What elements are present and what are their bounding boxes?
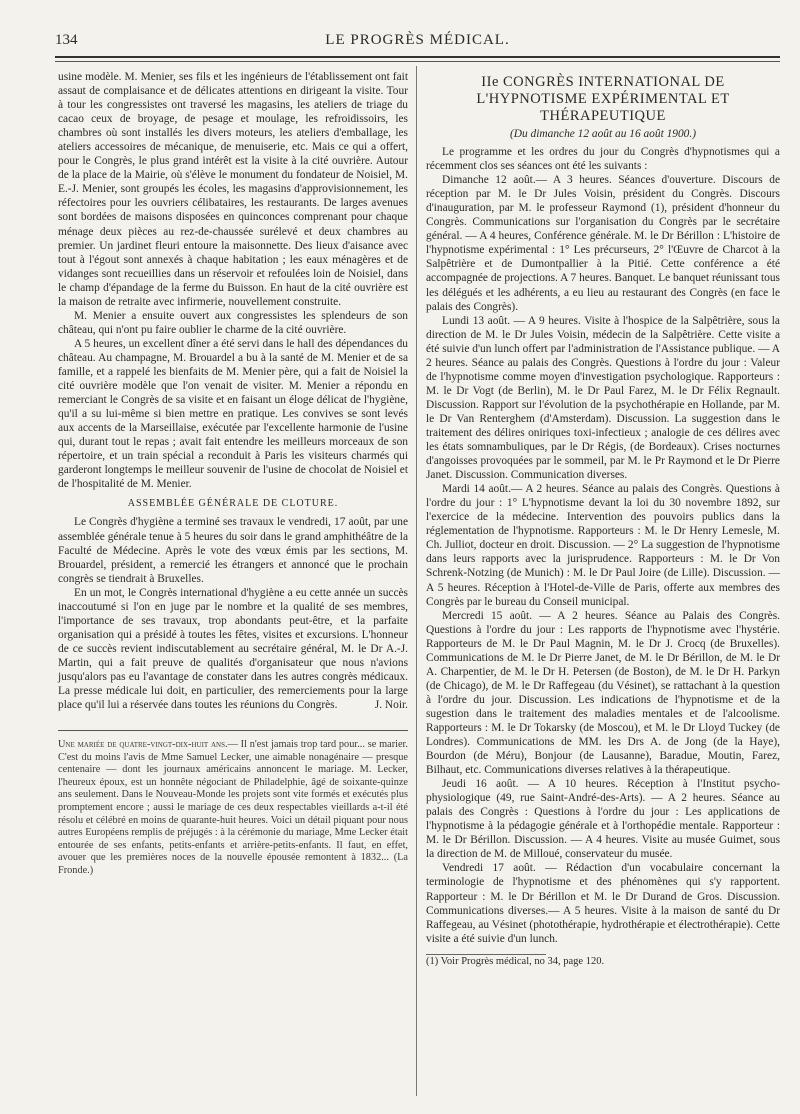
news-item [58, 730, 408, 878]
paragraph-tuesday: Mardi 14 août.— A 2 heures. Séance au palais des Congrès. Questions à l'ordre du jour : 1° L'hypnotisme devant la loi du 30 novembre 1892, sur l'exercice de la médecine. Intervention des pouvoirs publics dans la réglementation de l'hypnotisme. Rapporteurs : M. le Dr Henry Lemesle, M. Ch. Julliot, docteur en droit. Discussion. — 2° La suggestion de l'hypnotisme dans leurs rapports avec la jurisprudence. Rapporteurs : M. le Dr Von Schrenk-Notzing (de Munich) : M. le Dr Paul Joire (de Lille). Discussion. — A 5 heures. Réception à l'Hotel-de-Ville de Paris, offerte aux membres des Congrès par le bureau du Conseil municipal. [426, 483, 780, 608]
section-title-closing-assembly: ASSEMBLÉE GÉNÉRALE DE CLOTURE. [127, 498, 339, 510]
paragraph-monday: Lundi 13 août. — A 9 heures. Visite à l'hospice de la Salpêtrière, sous la direction de M. le Dr Jules Voisin, médecin de la Salpêtrière. Cette visite a été suivie d'un lunch offert par l'administration de l'Assistance publique. — A 2 heures. Séance au palais des Congrès. Questions à l'ordre du jour : Valeur de l'hypnotisme comme moyen d'investigation psychologique. Rapporteurs : M. le Dr Vogt (de Berlin), M. le Dr Paul Farez, M. le Dr Félix Regnault. Discussion. Rapport sur l'évolution de la psychothérapie en Hollande, par M. le Dr Van Renterghem (d'Amsterdam). Discussion. La suggestion dans le traitement des délires oniriques toxi-infectieux ; analogie de ces délires avec les états somnambuliques, par le Dr Régis, (de Bordeaux). Crises nocturnes d'angoisses provoquées par le sommeil, par M. le Pr Raymond et le Dr Pierre Janet. Discussion. Communication diverses. [426, 314, 780, 482]
left-column [58, 70, 408, 878]
news-item-heading: Une mariée de quatre-vingt-dix-huit ans. [58, 739, 228, 751]
paragraph-success: En un mot, le Congrès international d'hygiène a eu cette année un succès inaccoutumé si l'on en juge par le nombre et la qualité de ses membres, l'importance de ses travaux, trop abondants peut-être, et la parfaite organisation qui a présidé à toutes les fêtes, visites et excursions. L'honneur de ce succès revient indiscutablement au secrétaire général, M. le Dr A.-J. Martin, qui a fait preuve de qualités d'organisateur que nous n'avions jusqu'alors pas eu l'avantage de constater dans les autres congrès médicaux. La presse médicale lui doit, en particulier, des remerciements pour la large place qu'il lui a réservée dans toutes les réunions du Congrès. J. Noir. [58, 586, 408, 712]
paragraph-thursday: Jeudi 16 août. — A 10 heures. Réception à l'Institut psycho-physiologique (49, rue Saint-André-des-Arts). — A 2 heures. Séance au palais des Congrès : Questions à l'ordre du jour : Les applications de l'hypnotisme à la pédagogie générale et à l'orthopédie mentale. Rapporteur : M. le Dr Bérillon. Discussion. — A 4 heures. Visite au musée Guimet, sous la direction de M. de Milloué, conservateur du musée. [426, 778, 780, 861]
header-rule-thin [55, 61, 780, 62]
paragraph-sunday: Dimanche 12 août.— A 3 heures. Séances d'ouverture. Discours de réception par M. le Dr Jules Voisin, président du Congrès. Discours d'inauguration, par M. le professeur Raymond (1), président d'honneur du Congrès. Communications sur l'organisation du Congrès par le secrétaire général. — A 4 heures, Conférence générale. M. le Dr Bérillon : L'histoire de l'hypnotisme expérimental : 1° Les précurseurs, 2° l'Œuvre de Charcot à la Salpêtrière et de Dumontpallier à la Pitié. Cette conférence a été accompagnée de projections. A 7 heures. Banquet. Le banquet réunissant tous les délégués et les adhérents, a eu lieu au restaurant des Congrès (en face le palais des Congrès). [426, 174, 780, 313]
article-title: IIe CONGRÈS INTERNATIONAL DE L'HYPNOTISME EXPÉRIMENTAL ET THÉRAPEUTIQUE [476, 74, 730, 124]
author-signature: J. Noir. [374, 699, 408, 712]
news-item-body: — Il n'est jamais trop tard pour... se marier. C'est du moins l'avis de Mme Samuel Lecker, une aimable nonagénaire — presque centenaire — dont les journaux américains annoncent le mariage. M. Lecker, l'heureux époux, est un honnête négociant de Philadelphie, âgé de soixante-quinze ans seulement. Dans le Nouveau-Monde les projets sont vite formés et exécutés plus promptement encore ; aussi le mariage de ces deux respectables vieillards a-t-il été résolu et célébré en moins de quarante-huit heures. Voici un détail piquant pour nous autres Européens remplis de préjugés : à la cérémonie du mariage, Mme Lecker était entourée de ses enfants, petits-enfants et arrière-petits-enfants. Il faut, en effet, avouer que les premières noces de la nouvelle épousée remontent à 1832... (La Fronde.) [58, 739, 408, 877]
footnote: (1) Voir Progrès médical, no 34, page 120. [426, 955, 605, 967]
paragraph-factory-visit: usine modèle. M. Menier, ses fils et les ingénieurs de l'établissement ont fait assaut de complaisance et de délicates attentions en dirigeant la visite. Tour à tour les congressistes ont traversé les magasins, les ateliers de triage du cacao ceux de broyage, de pesage et moulage, les refroidissoirs, les chambres où sont installés les divers moteurs, les ateliers d'emballage, les ateliers accessoires de mécanique, de menuiserie, etc. Mais ce qui a offert, pour le Congrès, le plus grand intérêt est la visite à la cité ouvrière. Autour de la place de la Mairie, où s'élève le monument du fondateur de Noisiel, M. E.-J. Menier, sont groupés les écoles, les magasins d'approvisionnement, les réfectoires pour les ouvriers célibataires, les restaurants. De larges avenues sont bordées de maisons disposées en quinconces comprenant pour chaque ménage deux pièces au rez-de-chaussée surélevé et deux chambres au premier. Un jardinet fleuri entoure la maisonnette. Des lieux d'aisance avec tout à l'égout sont annexés à chaque habitation ; les eaux ménagères et de vidanges sont recueillies dans un réservoir et refoulées loin de Noisiel, dans le champ d'épandage de la ferme du Buisson. En haut de la cité ouvrière est la maison de retraite avec infirmerie, nouvellement construite. [58, 71, 408, 308]
page-header [55, 30, 780, 54]
page-number: 134 [55, 32, 78, 48]
paragraph-closing: Le Congrès d'hygiène a terminé ses travaux le vendredi, 17 août, par une assemblée générale tenue à 5 heures du soir dans le grand amphithéâtre de la Faculté de Médecine. Après le vote des vœux émis par les sections, M. Brouardel, président, a remercié les étrangers et annoncé que le prochain congrès se tiendrait à Bruxelles. [58, 516, 408, 585]
paragraph-chateau: M. Menier a ensuite ouvert aux congressistes les splendeurs de son château, qui n'ont pu faire oublier le charme de la cité ouvrière. [58, 309, 408, 336]
paragraph-friday: Vendredi 17 août. — Rédaction d'un vocabulaire concernant la terminologie de l'hypnotisme et des phénomènes qui s'y rapportent. Rapporteur : M. le Dr Bérillon et M. le Dr Durand de Gros. Discussion. Communications diverses.— A 5 heures. Visite à la maison de santé du Dr Raffegeau, au Vésinet (photothérapie, hydrothérapie et électrothérapie). Cette visite a été suivie d'un lunch. [426, 862, 780, 945]
paragraph-intro: Le programme et les ordres du jour du Congrès d'hypnotismes qui a récemment clos ses séances ont été les suivants : [426, 146, 780, 173]
news-item-text [58, 739, 408, 878]
journal-title: LE PROGRÈS MÉDICAL. [325, 32, 510, 48]
paragraph-wednesday: Mercredi 15 août. — A 2 heures. Séance au Palais des Congrès. Questions à l'ordre du jour : Les rapports de l'hypnotisme avec l'hystérie. Rapporteurs de M. le Dr Paul Magnin, M. le Dr J. Crocq (de Bruxelles). Communications de M. le Dr Pierre Janet, de M. le Dr Bérillon, de M. le Dr A. Charpentier, de M. le Dr H. Petersen (de Boston), de M. le Dr H. Parkyn (de Chicago), de M. le Dr Raffegeau (du Vésinet), se rattachant à la question à l'ordre du jour. Discussion. Les indications de l'hypnotisme et de la sugestion dans le traitement des maladies mentales et de l'alcoolisme. Rapporteurs : M. le Dr Tokarsky (de Moscou), et M. le Dr Lloyd Tuckey (de Londres). Communications de MM. les Drs A. de Jong (de la Haye), Bourdon (de Méru), Bonjour (de Lausanne), Baradue, Moutin, Farez, Bilhaut, etc. Communications diverses relatives à la thérapeutique. [426, 609, 780, 777]
paragraph-dinner: A 5 heures, un excellent dîner a été servi dans le hall des dépendances du château. Au champagne, M. Brouardel a bu à la santé de M. Menier et de sa famille, et a rappelé les bienfaits de M. Menier père, qui a fait de Noisiel la cité ouvrière modèle que l'on venait de visiter. M. Menier a répondu en remerciant le Congrès de sa visite et en faisant un éloge délicat de l'hygiène, qu'il a su lui-même si bien mettre en pratique. Les convives se sont levés aux accents de la Marseillaise, exécutée par l'excellente harmonie de l'usine qui, durant tout le repas ; avait fait entendre les meilleurs morceaux de son répertoire, et un train spécial a reconduit à Paris les visiteurs charmés qui garderont longtemps le meilleur souvenir de l'usine de chocolat de Noisiel et de l'hospitalité de M. Menier. [58, 337, 408, 491]
column-divider [416, 66, 417, 1096]
header-rule [55, 56, 780, 58]
right-column [426, 74, 780, 969]
article-subtitle: (Du dimanche 12 août au 16 août 1900.) [509, 128, 697, 140]
